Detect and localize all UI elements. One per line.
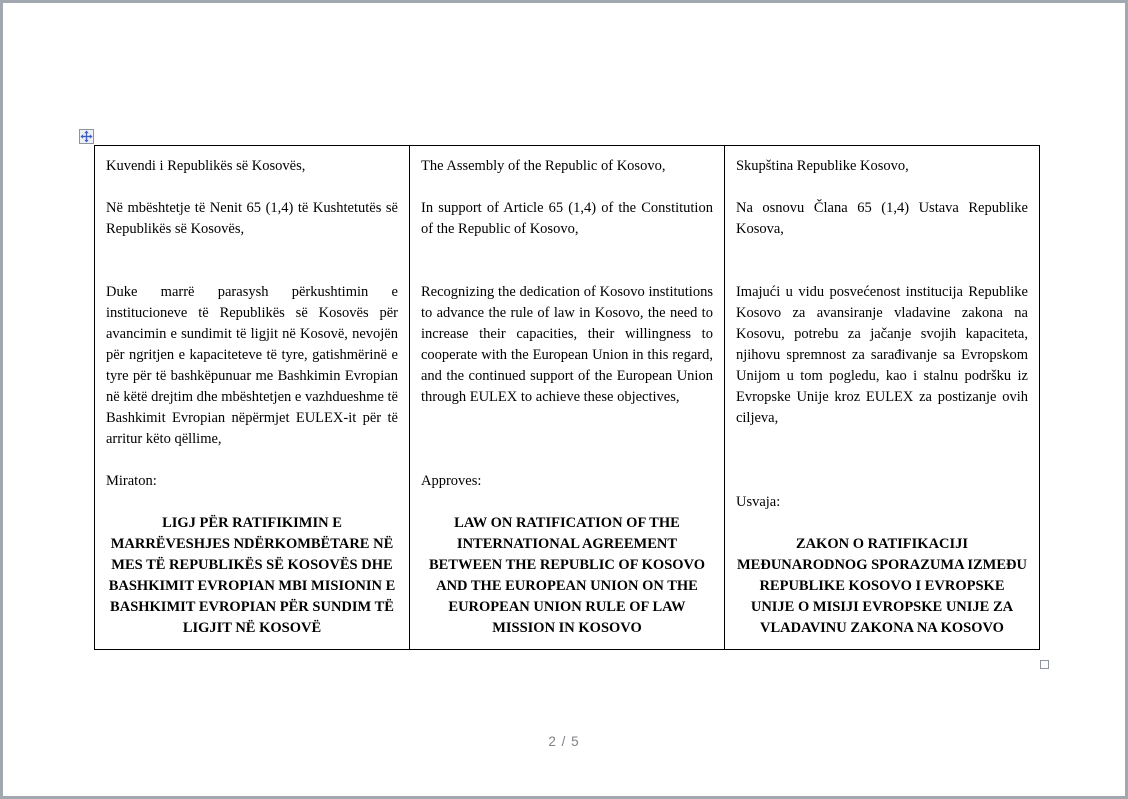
trilingual-table (94, 145, 1040, 650)
table-row (95, 146, 1040, 650)
recital-paragraph: Duke marrë parasysh përkushtimin e institucioneve të Republikës së Kosovës për avancimin e sundimit të ligjit në Kosovë, nevojën për ngritjen e kapaciteteve të tyre, gatishmërinë e tyre për të bashkëpunuar me Bashkimin Evropian në këtë drejtim dhe mbështetjen e vazhdueshme të Bashkimit Evropian nëpërmjet EULEX-it për të arritur këto qëllime, (106, 284, 398, 447)
legal-basis-paragraph: Na osnovu Člana 65 (1,4) Ustava Republike Kosova, (735, 200, 1028, 237)
intro-paragraph: The Assembly of the Republic of Kosovo, (420, 158, 666, 174)
recital-paragraph: Recognizing the dedication of Kosovo institutions to advance the rule of law in Kosovo, the need to increase their capacities, their willingness to cooperate with the European Union in this regard, and the continued support of the European Union through EULEX to achieve these objectives, (420, 284, 713, 405)
column-albanian (95, 146, 410, 650)
recital-paragraph: Imajući u vidu posvećenost institucija Republike Kosovo za avansiranje vladavine zakona na Kosovu, potrebu za jačanje svojih kapaciteta, njihovu spremnost za sarađivanje sa Evropskom Unijom u tom pogledu, kao i stalnu podršku iz Evropske Unije kroz EULEX za postizanje ovih ciljeva, (735, 284, 1028, 426)
enacting-word: Miraton: (106, 473, 157, 489)
move-icon (80, 130, 93, 143)
law-title: LAW ON RATIFICATION OF THE INTERNATIONAL AGREEMENT BETWEEN THE REPUBLIC OF KOSOVO AND THE EUROPEAN UNION ON THE EUROPEAN UNION RULE OF LAW MISSION IN KOSOVO (428, 515, 706, 636)
column-serbian (724, 146, 1039, 650)
enacting-word: Usvaja: (735, 494, 781, 510)
enacting-word: Approves: (420, 473, 482, 489)
legal-basis-paragraph: Në mbështetje të Nenit 65 (1,4) të Kushtetutës së Republikës së Kosovës, (106, 200, 398, 237)
table-resize-handle[interactable] (1040, 660, 1049, 669)
page-number: 2 / 5 (548, 734, 580, 749)
table-move-handle[interactable] (79, 129, 94, 144)
intro-paragraph: Skupština Republike Kosovo, (735, 158, 909, 174)
intro-paragraph: Kuvendi i Republikës së Kosovës, (106, 158, 306, 174)
column-english (409, 146, 724, 650)
law-title: LIGJ PËR RATIFIKIMIN E MARRËVESHJES NDËRKOMBËTARE NË MES TË REPUBLIKËS SË KOSOVËS DHE BASHKIMIT EVROPIAN MBI MISIONIN E BASHKIMIT EVROPIAN PËR SUNDIM TË LIGJIT NË KOSOVË (108, 515, 396, 636)
law-title: ZAKON O RATIFIKACIJI MEĐUNARODNOG SPORAZUMA IZMEĐU REPUBLIKE KOSOVO I EVROPSKE UNIJE O MISIJI EVROPSKE UNIJE ZA VLADAVINU ZAKONA NA KOSOVO (736, 536, 1027, 636)
legal-basis-paragraph: In support of Article 65 (1,4) of the Constitution of the Republic of Kosovo, (420, 200, 713, 237)
